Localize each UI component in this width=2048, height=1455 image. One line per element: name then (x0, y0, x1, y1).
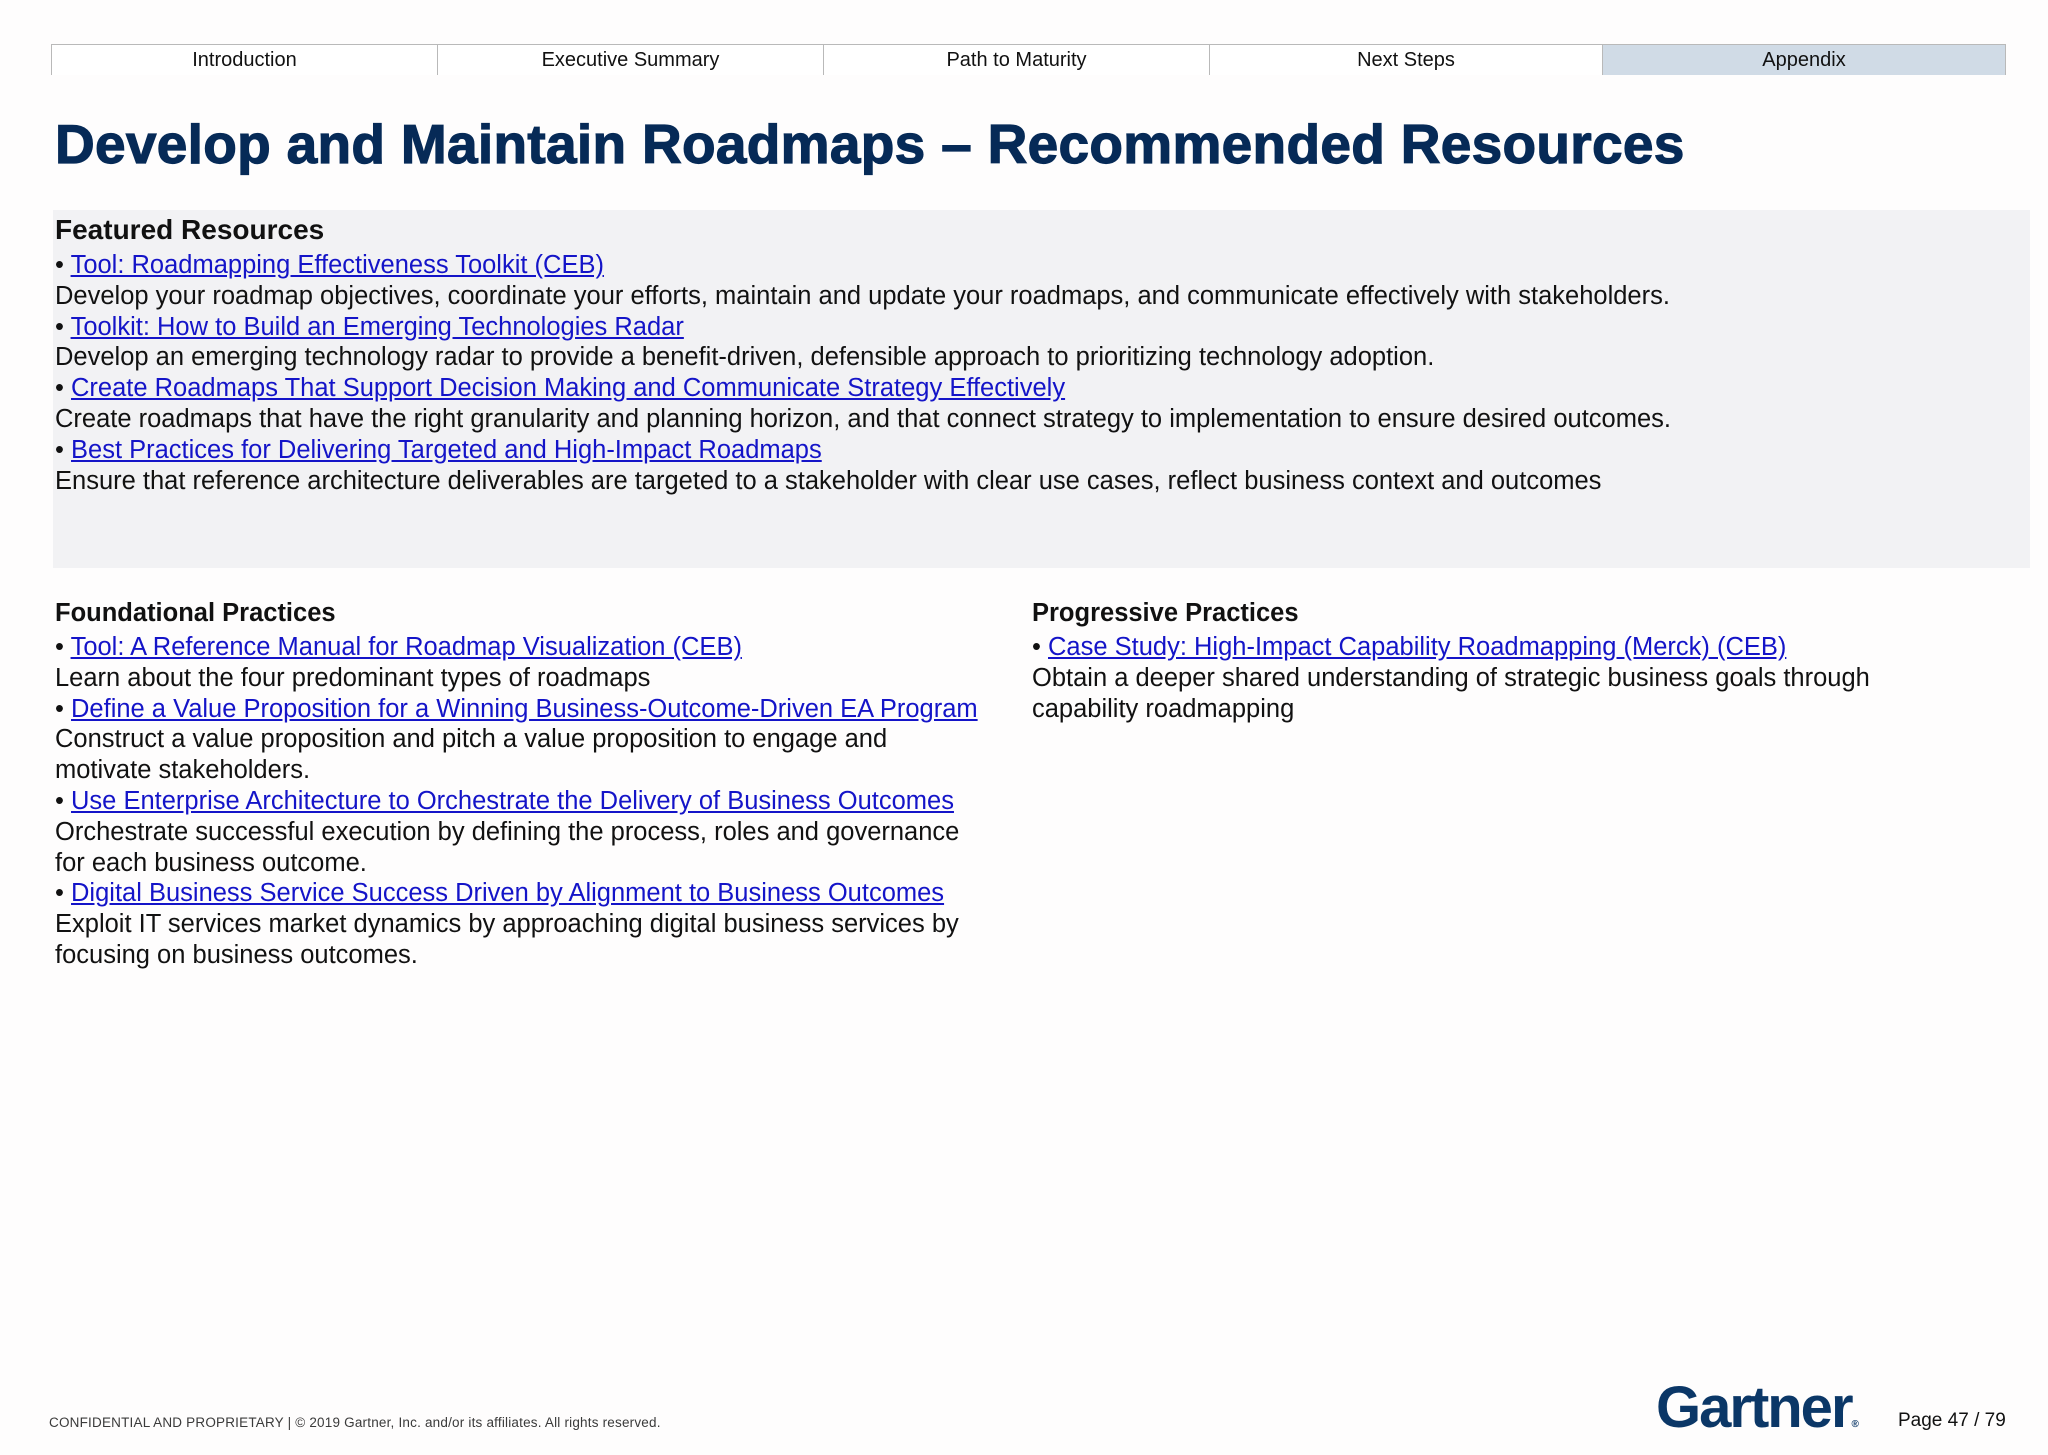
list-item: • Digital Business Service Success Driven by Alignment to Business Outcomes (55, 879, 945, 908)
resource-description: Ensure that reference architecture deliverables are targeted to a stakeholder with clear use cases, reflect business context and outcomes (55, 466, 1602, 495)
list-item: • Tool: Roadmapping Effectiveness Toolkit (CEB) (55, 251, 604, 279)
list-item: • Toolkit: How to Build an Emerging Technologies Radar (55, 312, 684, 341)
resource-link[interactable]: Tool: A Reference Manual for Roadmap Visualization (CEB) (70, 633, 742, 661)
resource-link[interactable]: Digital Business Service Success Driven by Alignment to Business Outcomes (71, 879, 945, 908)
resource-link[interactable]: Tool: Roadmapping Effectiveness Toolkit (CEB) (70, 251, 604, 279)
resource-description: Obtain a deeper shared understanding of strategic business goals through (1032, 663, 1870, 692)
section-tabs (51, 44, 2006, 75)
resource-description: Learn about the four predominant types of roadmaps (55, 663, 651, 692)
resource-link[interactable]: Define a Value Proposition for a Winning Business-Outcome-Driven EA Program (71, 694, 978, 723)
page-number: Page 47 / 79 (1898, 1410, 2006, 1431)
featured-resources-panel (53, 210, 2030, 568)
tab-executive-summary[interactable]: Executive Summary (437, 45, 823, 75)
resource-link[interactable]: Create Roadmaps That Support Decision Making and Communicate Strategy Effectively (71, 374, 1066, 403)
list-item: • Create Roadmaps That Support Decision Making and Communicate Strategy Effectively (55, 374, 1066, 403)
progressive-heading: Progressive Practices (1032, 599, 1299, 627)
list-item: • Use Enterprise Architecture to Orchestrate the Delivery of Business Outcomes (55, 786, 954, 815)
resource-description: Construct a value proposition and pitch a value proposition to engage and (55, 725, 888, 754)
progressive-practices (1032, 594, 1992, 724)
resource-link[interactable]: Use Enterprise Architecture to Orchestrate the Delivery of Business Outcomes (71, 786, 954, 815)
confidential-notice: CONFIDENTIAL AND PROPRIETARY | © 2019 Gartner, Inc. and/or its affiliates. All rights reserved. (49, 1415, 661, 1430)
tab-path-to-maturity[interactable]: Path to Maturity (823, 45, 1209, 75)
gartner-logo (1656, 1375, 1859, 1455)
foundational-practices (55, 594, 1055, 971)
resource-link[interactable]: Toolkit: How to Build an Emerging Technologies Radar (70, 312, 684, 341)
list-item: • Best Practices for Delivering Targeted and High-Impact Roadmaps (55, 435, 822, 464)
resource-description: motivate stakeholders. (55, 756, 311, 785)
resource-link[interactable]: Best Practices for Delivering Targeted and High-Impact Roadmaps (71, 435, 822, 464)
foundational-heading: Foundational Practices (55, 599, 336, 627)
resource-description: capability roadmapping (1032, 694, 1295, 723)
tab-next-steps[interactable]: Next Steps (1209, 45, 1602, 75)
resource-description: Orchestrate successful execution by defining the process, roles and governance (55, 817, 960, 846)
page-title: Develop and Maintain Roadmaps – Recommended Resources (55, 113, 1685, 175)
resource-description: for each business outcome. (55, 848, 367, 877)
resource-description: Develop your roadmap objectives, coordinate your efforts, maintain and update your roadmaps, and communicate effectively with stakeholders. (55, 281, 1670, 310)
resource-link[interactable]: Case Study: High-Impact Capability Roadmapping (Merck) (CEB) (1048, 633, 1787, 661)
logo-text: Gartner (1656, 1375, 1852, 1440)
list-item: • Case Study: High-Impact Capability Roadmapping (Merck) (CEB) (1032, 633, 1787, 661)
featured-heading: Featured Resources (55, 214, 325, 245)
resource-description: focusing on business outcomes. (55, 940, 418, 969)
list-item: • Tool: A Reference Manual for Roadmap Visualization (CEB) (55, 633, 742, 661)
tab-appendix[interactable]: Appendix (1602, 45, 2006, 75)
registered-mark: ® (1851, 1419, 1859, 1430)
resource-description: Develop an emerging technology radar to provide a benefit-driven, defensible approach to prioritizing technology adoption. (55, 343, 1435, 372)
list-item: • Define a Value Proposition for a Winning Business-Outcome-Driven EA Program (55, 694, 978, 723)
tab-introduction[interactable]: Introduction (51, 45, 437, 75)
resource-description: Create roadmaps that have the right granularity and planning horizon, and that connect strategy to implementation to ensure desired outcomes. (55, 404, 1671, 433)
resource-description: Exploit IT services market dynamics by approaching digital business services by (55, 910, 959, 939)
